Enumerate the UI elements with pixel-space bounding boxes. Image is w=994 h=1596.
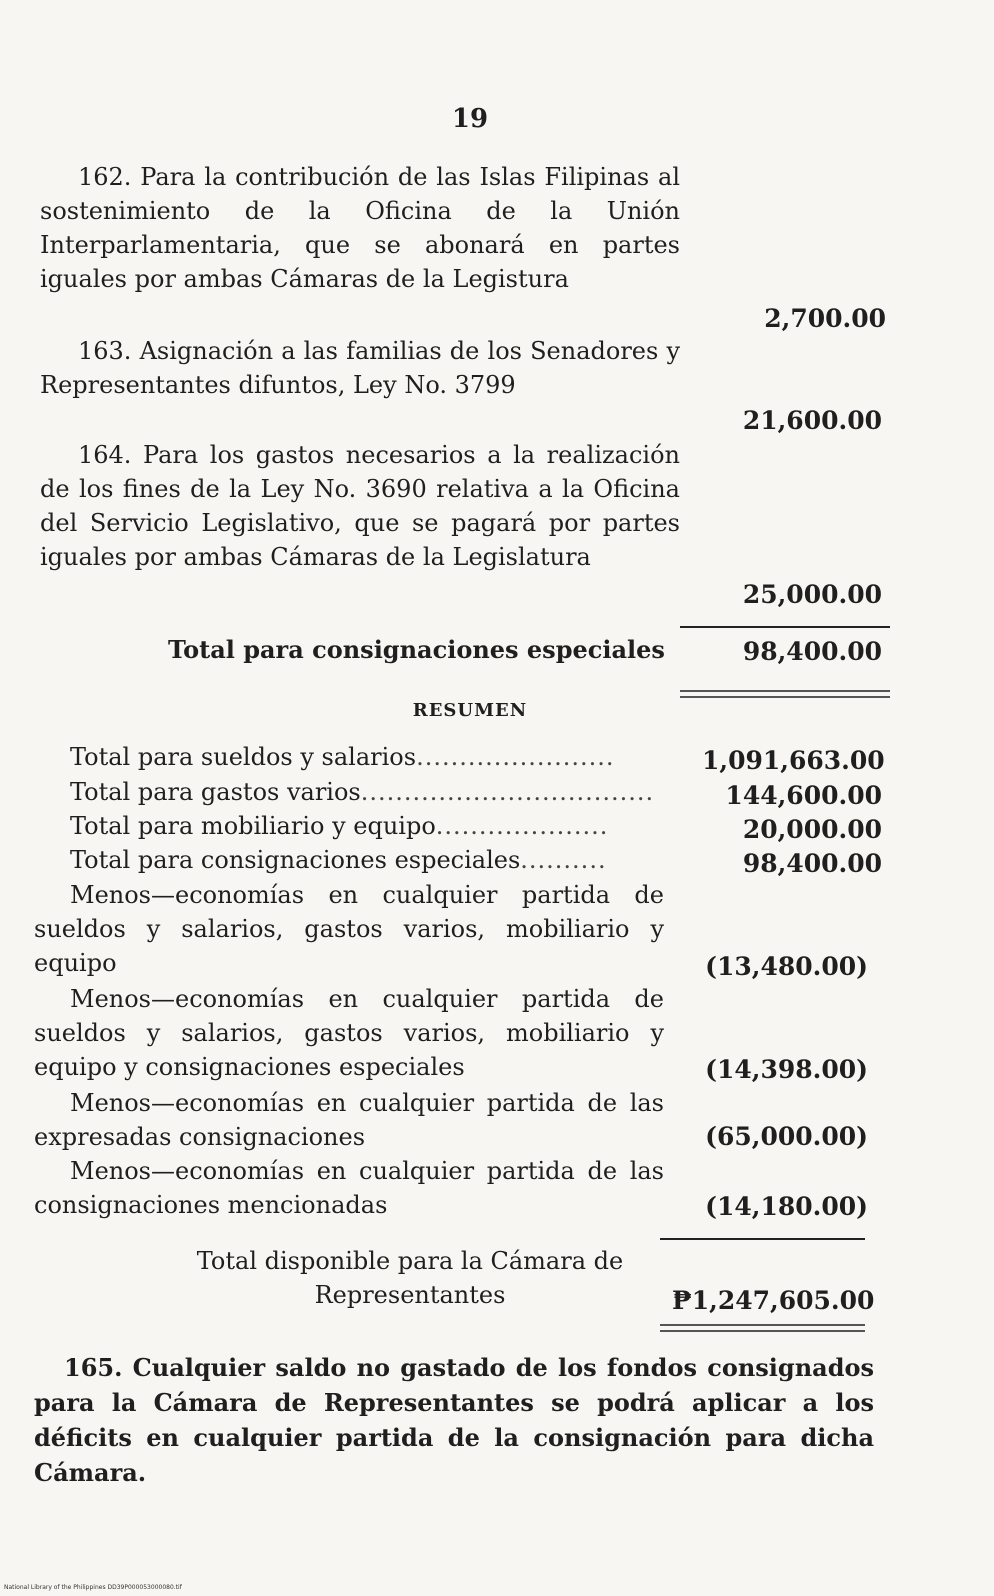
item-164-text: 164. Para los gastos necesarios a la realización de los fines de la Ley No. 3690 relativa a la Oficina del Servicio Legislativo, que se pagará por partes iguales por ambas Cámaras de la Legislatura — [40, 441, 680, 571]
resumen-menos-4: Menos—economías en cualquier partida de las consignaciones mencionadas — [34, 1157, 664, 1219]
item-164-amount: 25,000.00 — [742, 580, 882, 609]
resumen-amount-menos-2: (14,398.00) — [705, 1055, 868, 1084]
resumen-amount-especiales: 98,400.00 — [742, 849, 882, 878]
resumen-menos-3: Menos—economías en cualquier partida de las expresadas consignaciones — [34, 1089, 664, 1151]
resumen-line-especiales: Total para consignaciones especiales.......... — [70, 846, 607, 874]
resumen-line-mobiliario: Total para mobiliario y equipo.................... — [70, 812, 609, 840]
item-163-amount: 21,600.00 — [742, 406, 882, 435]
resumen-amount-menos-1: (13,480.00) — [705, 952, 868, 981]
resumen-amount-gastos: 144,600.00 — [725, 781, 882, 810]
resumen-line-sueldos: Total para sueldos y salarios....................... — [70, 743, 615, 771]
resumen-amount-sueldos: 1,091,663.00 — [702, 746, 885, 775]
grand-total-rule — [660, 1238, 865, 1240]
item-163-text: 163. Asignación a las familias de los Senadores y Representantes difuntos, Ley No. 3799 — [40, 337, 680, 399]
item-162-text: 162. Para la contribución de las Islas Filipinas al sostenimiento de la Oficina de la Unión Interparlamentaria, que se abonará en partes iguales por ambas Cámaras de la Legistura — [40, 163, 680, 293]
grand-total-double-rule — [660, 1324, 865, 1332]
resumen-amount-menos-4: (14,180.00) — [705, 1192, 868, 1221]
page-number: 19 — [451, 104, 489, 134]
total-special-double-rule — [680, 690, 890, 698]
resumen-amount-menos-3: (65,000.00) — [705, 1122, 868, 1151]
paragraph-165: 165. Cualquier saldo no gastado de los fondos consignados para la Cámara de Representantes se podrá aplicar a los déficits en cualquier partida de la consignación para dicha Cámara. — [34, 1353, 874, 1487]
item-162 — [40, 160, 680, 296]
resumen-menos-2: Menos—economías en cualquier partida de sueldos y salarios, gastos varios, mobiliario y equipo y consignaciones especiales — [34, 985, 664, 1081]
resumen-heading: RESUMEN — [412, 700, 528, 721]
footer-source: National Library of the Philippines DD39P000053000080.tif — [4, 1584, 182, 1591]
grand-total-amount: ₱1,247,605.00 — [672, 1286, 875, 1315]
subtotal-rule — [680, 626, 890, 628]
item-163 — [40, 334, 680, 402]
resumen-amount-mobiliario: 20,000.00 — [742, 815, 882, 844]
item-162-amount: 2,700.00 — [764, 304, 886, 333]
total-special-label: Total para consignaciones especiales — [168, 635, 665, 664]
total-special-amount: 98,400.00 — [742, 637, 882, 666]
item-164 — [40, 438, 680, 574]
grand-total-label: Total disponible para la Cámara de Representantes — [196, 1247, 624, 1309]
resumen-menos-1: Menos—economías en cualquier partida de sueldos y salarios, gastos varios, mobiliario y equipo — [34, 881, 664, 977]
resumen-line-gastos: Total para gastos varios.................................. — [70, 778, 655, 806]
